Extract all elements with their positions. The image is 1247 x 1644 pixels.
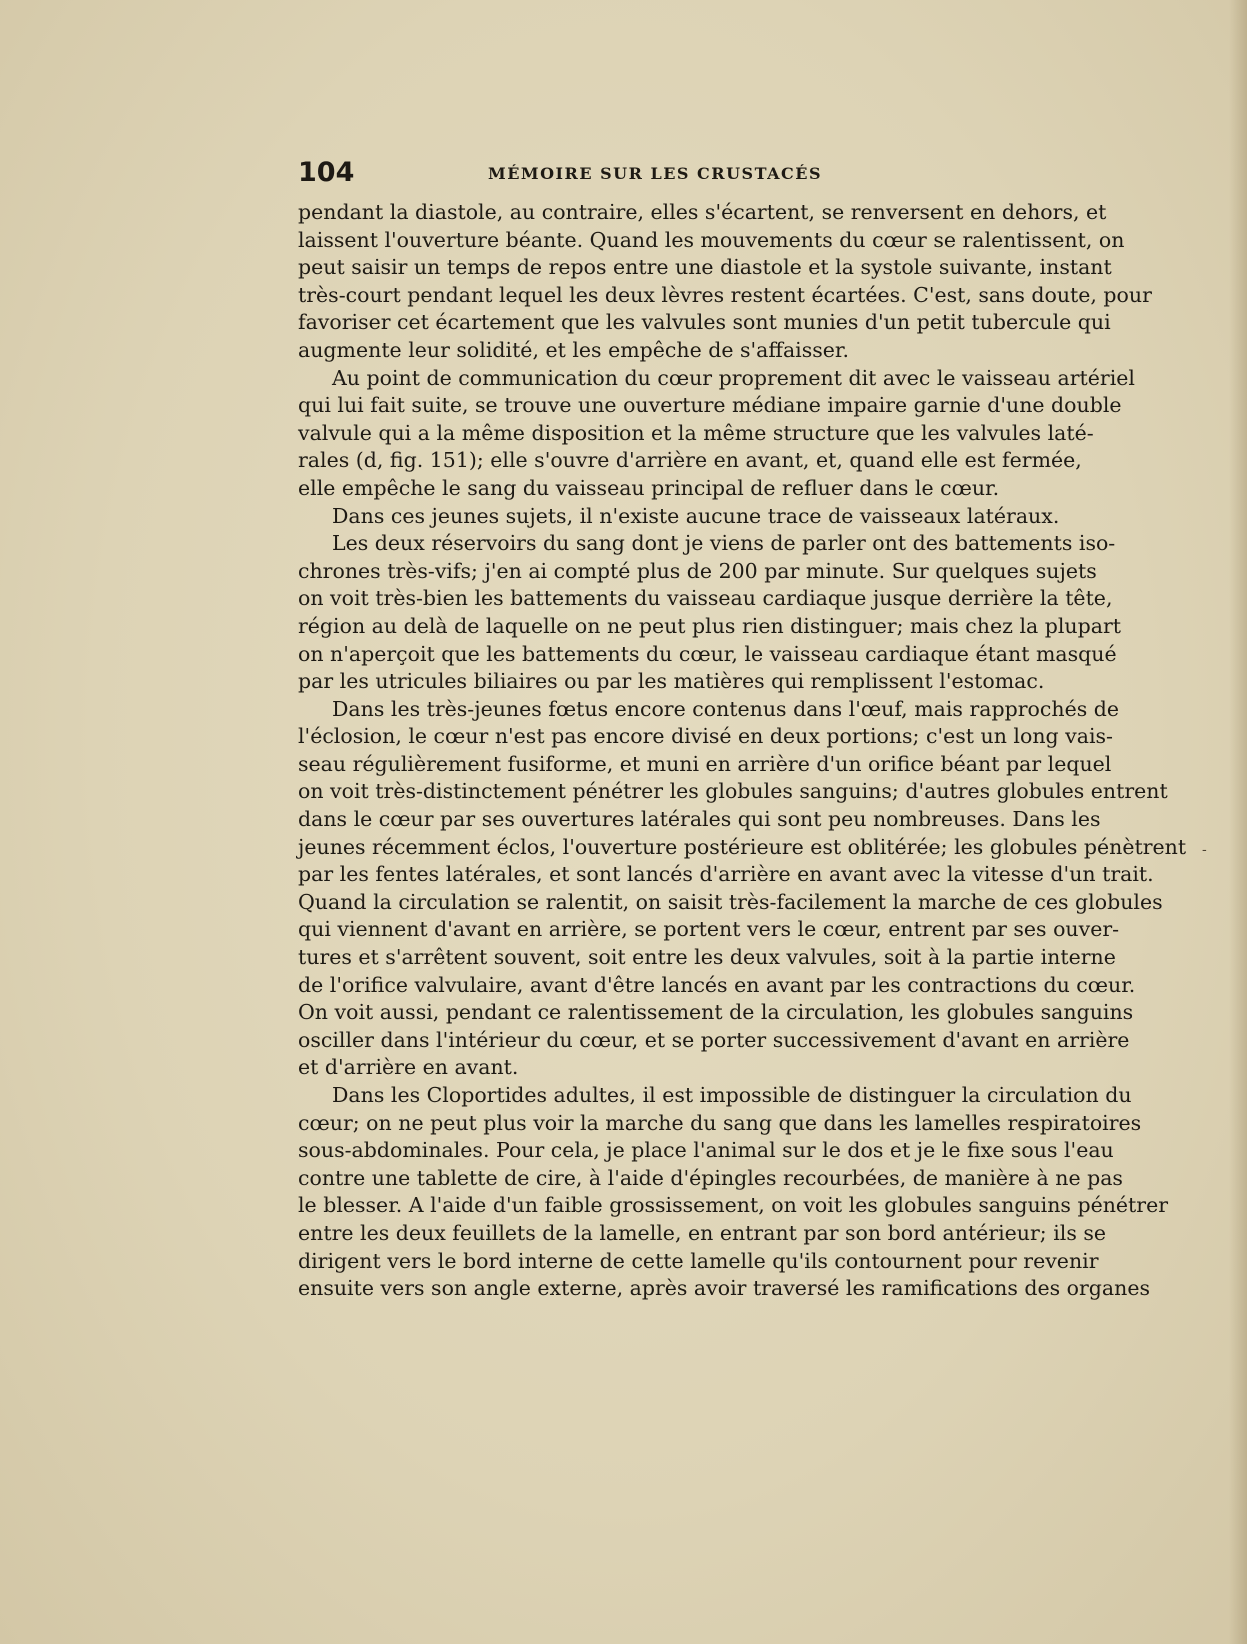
text-line: Dans les Cloportides adultes, il est impossible de distinguer la circulation du: [332, 1083, 1132, 1107]
running-head: MÉMOIRE SUR LES CRUSTACÉS: [487, 164, 822, 183]
text-line: entre les deux feuillets de la lamelle, en entrant par son bord antérieur; ils se: [298, 1220, 1107, 1245]
text-line: chrones très-vifs; j'en ai compté plus de 200 par minute. Sur quelques sujets: [298, 558, 1097, 583]
text-line: le blesser. A l'aide d'un faible grossissement, on voit les globules sanguins pénétrer: [298, 1193, 1168, 1218]
text-line: seau régulièrement fusiforme, et muni en arrière d'un orifice béant par lequel: [298, 751, 1112, 776]
text-line: cœur; on ne peut plus voir la marche du sang que dans les lamelles respiratoires: [298, 1110, 1142, 1135]
text-line: Dans ces jeunes sujets, il n'existe aucune trace de vaisseaux latéraux.: [332, 503, 1060, 528]
text-line: par les fentes latérales, et sont lancés d'arrière en avant avec la vitesse d'un trait.: [298, 862, 1154, 887]
text-line: rales (d, fig. 151); elle s'ouvre d'arrière en avant, et, quand elle est fermée,: [298, 448, 1082, 473]
text-line: elle empêche le sang du vaisseau principal de refluer dans le cœur.: [298, 475, 1000, 500]
text-line: on n'aperçoit que les battements du cœur, le vaisseau cardiaque étant masqué: [298, 641, 1117, 666]
text-line: région au delà de laquelle on ne peut plus rien distinguer; mais chez la plupart: [298, 613, 1122, 638]
text-line: de l'orifice valvulaire, avant d'être lancés en avant par les contractions du cœur.: [298, 972, 1136, 997]
text-line: qui viennent d'avant en arrière, se portent vers le cœur, entrent par ses ouver-: [298, 917, 1120, 942]
text-line: contre une tablette de cire, à l'aide d'épingles recourbées, de manière à ne pas: [298, 1165, 1123, 1190]
text-line: qui lui fait suite, se trouve une ouverture médiane impaire garnie d'une double: [298, 393, 1122, 418]
text-line: très-court pendant lequel les deux lèvres restent écartées. C'est, sans doute, pour: [298, 282, 1152, 307]
text-line: on voit très-distinctement pénétrer les globules sanguins; d'autres globules entrent: [298, 779, 1168, 804]
text-line: l'éclosion, le cœur n'est pas encore divisé en deux portions; c'est un long vais-: [298, 724, 1113, 749]
text-line: et d'arrière en avant.: [298, 1055, 519, 1080]
text-line: tures et s'arrêtent souvent, soit entre les deux valvules, soit à la partie interne: [298, 945, 1116, 970]
text-line: pendant la diastole, au contraire, elles s'écartent, se renversent en dehors, et: [298, 200, 1107, 224]
text-line: valvule qui a la même disposition et la même structure que les valvules laté-: [298, 420, 1094, 445]
text-line: Au point de communication du cœur proprement dit avec le vaisseau artériel: [332, 365, 1135, 390]
text-line: On voit aussi, pendant ce ralentissement de la circulation, les globules sanguins: [298, 1000, 1134, 1025]
text-line: dans le cœur par ses ouvertures latérales qui sont peu nombreuses. Dans les: [298, 807, 1101, 832]
text-line: favoriser cet écartement que les valvules sont munies d'un petit tubercule qui: [298, 310, 1111, 335]
text-line: jeunes récemment éclos, l'ouverture postérieure est oblitérée; les globules pénètrent: [298, 834, 1187, 859]
text-line: ensuite vers son angle externe, après avoir traversé les ramifications des organes: [298, 1276, 1151, 1301]
text-line: par les utricules biliaires ou par les matières qui remplissent l'estomac.: [298, 669, 1045, 694]
text-line: peut saisir un temps de repos entre une diastole et la systole suivante, instant: [298, 255, 1112, 280]
page-edge-shadow: [1229, 0, 1247, 1644]
page-number: 104: [298, 157, 355, 188]
text-line: augmente leur solidité, et les empêche de s'affaisser.: [298, 337, 849, 362]
margin-mark: -: [1202, 842, 1207, 858]
text-line: on voit très-bien les battements du vaisseau cardiaque jusque derrière la tête,: [298, 586, 1113, 611]
page-header: [298, 158, 952, 188]
text-line: laissent l'ouverture béante. Quand les mouvements du cœur se ralentissent, on: [298, 227, 1125, 252]
body-text: [298, 199, 1187, 1303]
text-line: osciller dans l'intérieur du cœur, et se porter successivement d'avant en arrière: [298, 1027, 1130, 1052]
text-line: Dans les très-jeunes fœtus encore contenus dans l'œuf, mais rapprochés de: [332, 696, 1119, 721]
text-line: Quand la circulation se ralentit, on saisit très-facilement la marche de ces globules: [298, 889, 1163, 914]
text-line: dirigent vers le bord interne de cette lamelle qu'ils contournent pour revenir: [298, 1248, 1099, 1273]
text-line: Les deux réservoirs du sang dont je viens de parler ont des battements iso-: [332, 531, 1116, 556]
text-line: sous-abdominales. Pour cela, je place l'animal sur le dos et je le fixe sous l'eau: [298, 1138, 1114, 1163]
